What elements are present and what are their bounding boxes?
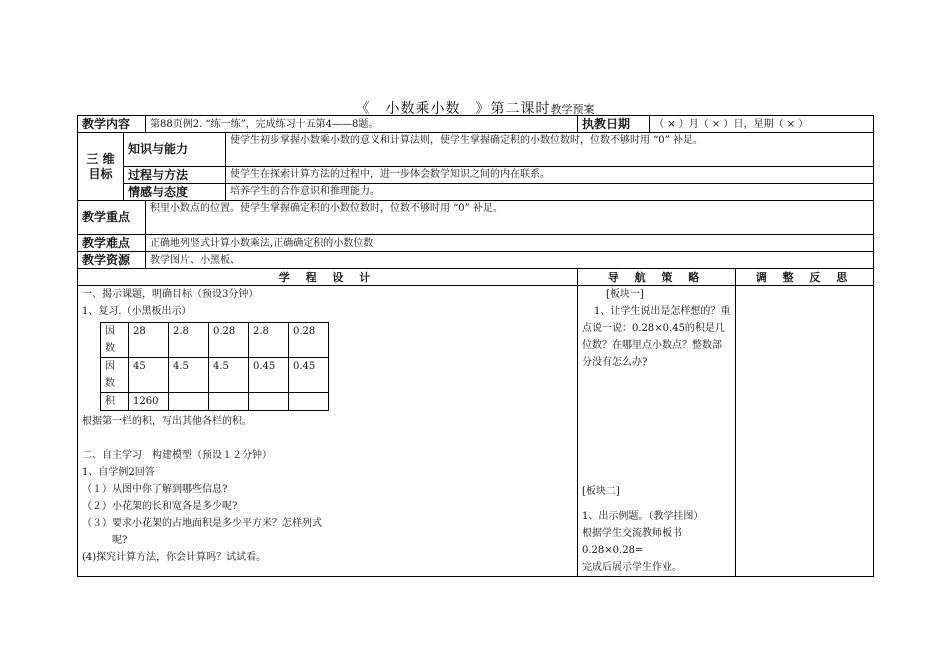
- guide-block-title: [板块一]: [606, 289, 644, 300]
- title-suffix: 教学预案: [550, 103, 595, 116]
- review-cell: 1260: [129, 393, 169, 411]
- guide-line: 根据学生交流教师板书: [582, 528, 683, 539]
- value-emotion: 培养学生的合作意识和推理能力。: [226, 184, 874, 201]
- review-cell: 2.8: [249, 323, 289, 358]
- guide-line: 1、让学生说出是怎样想的？重点说一说：0.28×0.45的积是几位数？在哪里点小数点？整数部分没有怎么办?: [582, 306, 731, 368]
- design-spacer: [82, 430, 573, 447]
- label-emotion: 情感与态度: [124, 184, 226, 201]
- label-knowledge: 知识与能力: [124, 133, 226, 167]
- value-difficulty: 正确地列竖式计算小数乘法,正确确定积的小数位数: [146, 235, 874, 252]
- review-cell: 4.5: [209, 358, 249, 393]
- column-header-design: 学 程 设 计: [78, 269, 578, 286]
- label-process: 过程与方法: [124, 167, 226, 184]
- review-cell: [249, 393, 289, 411]
- review-cell: [169, 393, 209, 411]
- design-line: 一、揭示课题，明确目标（预设3分钟）: [82, 289, 259, 300]
- guide-block-title: [板块二]: [582, 486, 620, 497]
- reflect-cell: [736, 286, 874, 577]
- value-process: 使学生在探索计算方法的过程中，进一步体会数学知识之间的内在联系。: [226, 167, 874, 184]
- design-line: (4)探究计算方法，你会计算吗？试试看。: [82, 552, 267, 563]
- design-line: （２）小花架的长和宽各是多少呢?: [82, 501, 238, 512]
- value-date: （ × ）月（ × ）日，星期（ × ）: [650, 116, 874, 133]
- design-line: 二、自主学习 构建模型（预设１２分钟）: [82, 450, 272, 461]
- label-resource: 教学资源: [78, 252, 146, 269]
- label-date: 执教日期: [578, 116, 650, 133]
- design-line: 根据第一栏的积，写出其他各栏的积。: [82, 416, 252, 427]
- review-cell: 4.5: [169, 358, 209, 393]
- review-cell: 0.45: [249, 358, 289, 393]
- review-table: [100, 322, 329, 411]
- label-content: 教学内容: [78, 116, 146, 133]
- design-line: 1、复习.（小黑板出示）: [82, 306, 192, 317]
- guide-line: 0.28×0.28=: [582, 545, 644, 556]
- guide-spacer: [582, 371, 731, 483]
- review-cell: 因数: [101, 323, 129, 358]
- review-cell: 0.45: [289, 358, 329, 393]
- review-cell: [289, 393, 329, 411]
- review-cell: 0.28: [209, 323, 249, 358]
- guide-line: 完成后展示学生作业。: [582, 562, 683, 573]
- column-header-reflect: 调 整 反 思: [736, 269, 874, 286]
- review-cell: 2.8: [169, 323, 209, 358]
- design-line: 呢?: [112, 535, 128, 546]
- design-cell: [78, 286, 578, 577]
- review-cell: 28: [129, 323, 169, 358]
- review-cell: 积: [101, 393, 129, 411]
- review-cell: [209, 393, 249, 411]
- guide-cell: [578, 286, 736, 577]
- design-line: 1、自学例2回答: [82, 467, 155, 478]
- lesson-plan-table: [77, 115, 874, 577]
- guide-line: 1、出示例题。（教学挂图）: [582, 511, 704, 522]
- value-key: 积里小数点的位置。使学生掌握确定积的小数位数时，位数不够时用 “0” 补足。: [146, 201, 874, 235]
- value-content: 第88页例2. “练一练”，完成练习十五第4——8题。: [146, 116, 578, 133]
- value-resource: 教学图片、小黑板、: [146, 252, 874, 269]
- title-main: 《 小数乘小数 》第二课时: [355, 101, 551, 117]
- label-difficulty: 教学难点: [78, 235, 146, 252]
- column-header-guide: 导 航 策 略: [578, 269, 736, 286]
- label-three-dim-2: 目标: [88, 166, 113, 181]
- review-cell: 45: [129, 358, 169, 393]
- label-three-dim-1: 三 维: [86, 151, 115, 166]
- review-cell: 0.28: [289, 323, 329, 358]
- review-cell: 因数: [101, 358, 129, 393]
- label-key: 教学重点: [78, 201, 146, 235]
- design-line: （１）从图中你了解到哪些信息?: [82, 484, 228, 495]
- value-knowledge: 使学生初步掌握小数乘小数的意义和计算法则，使学生掌握确定积的小数位数时，位数不够时用 “0” 补足。: [226, 133, 874, 167]
- guide-spacer: [582, 500, 731, 508]
- design-line: （３）要求小花架的占地面积是多少平方米？怎样列式: [82, 518, 322, 529]
- label-three-dim: [78, 133, 124, 201]
